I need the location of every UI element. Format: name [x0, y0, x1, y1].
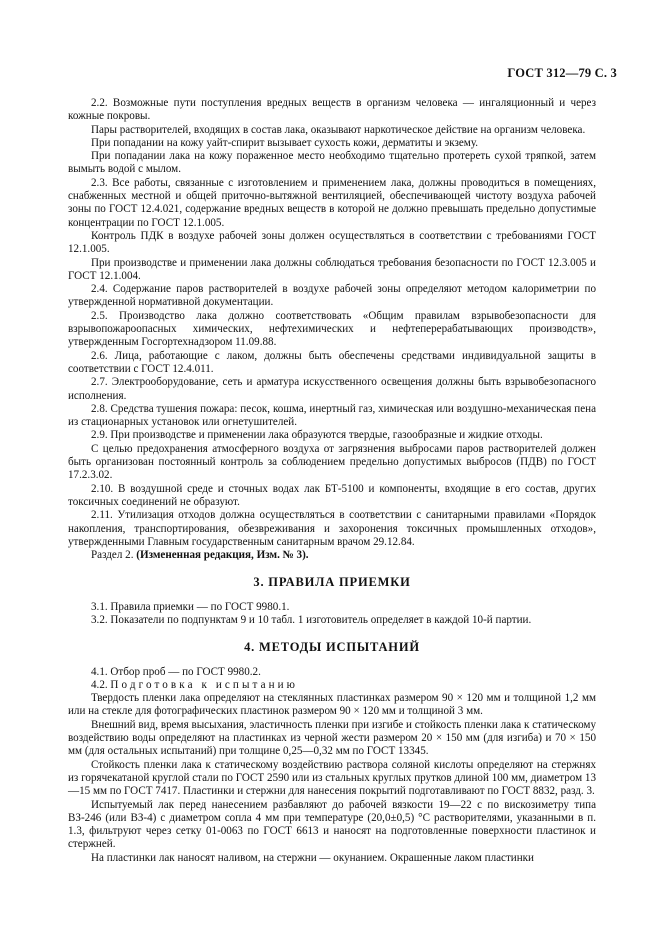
amendment-bold: (Измененная редакция, Изм. № 3).: [136, 549, 309, 562]
paragraph: 2.2. Возможные пути поступления вредных веществ в организм человека — ингаляционный и через кожные покровы.: [68, 97, 596, 123]
page-header: ГОСТ 312—79 С. 3: [507, 66, 617, 80]
paragraph: На пластинки лак наносят наливом, на стержни — окунанием. Окрашенные лаком пластинки: [91, 851, 534, 864]
paragraph: Пары растворителей, входящих в состав лака, оказывают наркотическое действие на организм человека.: [91, 123, 586, 136]
paragraph: 2.3. Все работы, связанные с изготовлением и применением лака, должны проводиться в помещениях, снабженных местной и общей приточно-вытяжной вентиляцией, обеспечивающей чистоту воздуха рабочей зоны по ГОСТ 12.4.021, содержание вредных веществ в которой не должно превышать предельно допустимые концентрации по ГОСТ 12.1.005.: [68, 176, 596, 229]
paragraph: 2.4. Содержание паров растворителей в воздухе рабочей зоны определяют методом калориметрии по утвержденной нормативной документации.: [68, 283, 596, 309]
paragraph: 2.9. При производстве и применении лака образуются твердые, газообразные и жидкие отходы.: [91, 429, 543, 442]
document-body: [68, 97, 596, 865]
paragraph: 3.2. Показатели по подпунктам 9 и 10 табл. 1 изготовитель определяет в каждой 10-й партии.: [91, 613, 532, 626]
paragraph: При производстве и применении лака должны соблюдаться требования безопасности по ГОСТ 12.3.005 и ГОСТ 12.1.004.: [68, 256, 596, 282]
paragraph: 2.6. Лица, работающие с лаком, должны быть обеспечены средствами индивидуальной защиты в соответствии с ГОСТ 12.4.011.: [68, 349, 596, 375]
paragraph: 4.1. Отбор проб — по ГОСТ 9980.2.: [91, 665, 261, 678]
paragraph: При попадании на кожу уайт-спирит вызывает сухость кожи, дерматиты и экзему.: [91, 136, 479, 149]
subsection-spaced-title: Подготовка к испытанию: [110, 678, 299, 691]
paragraph: 2.7. Электрооборудование, сеть и арматура искусственного освещения должны быть взрывобезопасного исполнения.: [68, 376, 596, 402]
amendment-note: [68, 549, 596, 562]
amendment-prefix: Раздел 2.: [91, 549, 137, 562]
paragraph: 2.8. Средства тушения пожара: песок, кошма, инертный газ, химическая или воздушно-механическая пена из стационарных установок или огнетушителей.: [68, 402, 596, 429]
paragraph: 2.5. Производство лака должно соответствовать «Общим правилам взрывобезопасности для взрывопожароопасных химических, нефтехимических и нефтеперерабатывающих производств», утвержденным Госгортехнадзором 11.09.88.: [68, 309, 596, 349]
paragraph: Внешний вид, время высыхания, эластичность пленки при изгибе и стойкость пленки лака к статическому воздействию воды определяют на пластинках из черной жести размером 20 × 150 мм (для изгиба) и 70 × 150 мм (для остальных испытаний) при толщине 0,25—0,32 мм по ГОСТ 13345.: [68, 718, 596, 758]
paragraph: С целью предохранения атмосферного воздуха от загрязнения выбросами паров растворителей должен быть организован постоянный контроль за соблюдением предельно допустимых выбросов (ПДВ) по ГОСТ 17.2.3.02.: [68, 442, 596, 482]
subsection-title: [68, 679, 596, 692]
subsection-number: 4.2.: [91, 678, 111, 691]
paragraph: 2.10. В воздушной среде и сточных водах лак БТ-5100 и компоненты, входящие в его состав, других токсичных соединений не образуют.: [68, 482, 596, 508]
paragraph: Твердость пленки лака определяют на стеклянных пластинках размером 90 × 120 мм и толщиной 1,2 мм или на стекле для фотографических пластинок размером 90 × 120 мм и толщиной 3 мм.: [68, 692, 596, 718]
paragraph: 2.11. Утилизация отходов должна осуществляться в соответствии с санитарными правилами «Порядок накопления, транспортирования, обезвреживания и захоронения токсичных промышленных отходов», утвержденными Главным государственным санитарным врачом 29.12.84.: [68, 509, 596, 548]
paragraph: При попадании лака на кожу пораженное место необходимо тщательно протереть сухой тряпкой, затем вымыть водой с мылом.: [68, 150, 596, 176]
paragraph: 3.1. Правила приемки — по ГОСТ 9980.1.: [91, 600, 290, 613]
paragraph: Испытуемый лак перед нанесением разбавляют до рабочей вязкости 19—22 с по вискозиметру типа ВЗ-246 (или ВЗ-4) с диаметром сопла 4 мм при температуре (20,0±0,5) °С растворителями, указанными в п. 1.3, фильтруют через сетку 01-0063 по ГОСТ 6613 и наносят на подготовленные поверхности пластинок и стержней.: [68, 798, 596, 851]
section-heading-4: 4. МЕТОДЫ ИСПЫТАНИЙ: [244, 640, 420, 655]
paragraph: Стойкость пленки лака к статическому воздействию раствора соляной кислоты определяют на стержнях из горячекатаной круглой стали по ГОСТ 2590 или из стальных круглых прутков длиной 100 мм, диаметром 13—15 мм по ГОСТ 7417. Пластинки и стержни для нанесения покрытий подготавливают по ГОСТ 8832, разд. 3.: [68, 758, 596, 798]
paragraph: Контроль ПДК в воздухе рабочей зоны должен осуществляться в соответствии с требованиями ГОСТ 12.1.005.: [68, 229, 596, 256]
section-heading-3: 3. ПРАВИЛА ПРИЕМКИ: [253, 575, 411, 590]
